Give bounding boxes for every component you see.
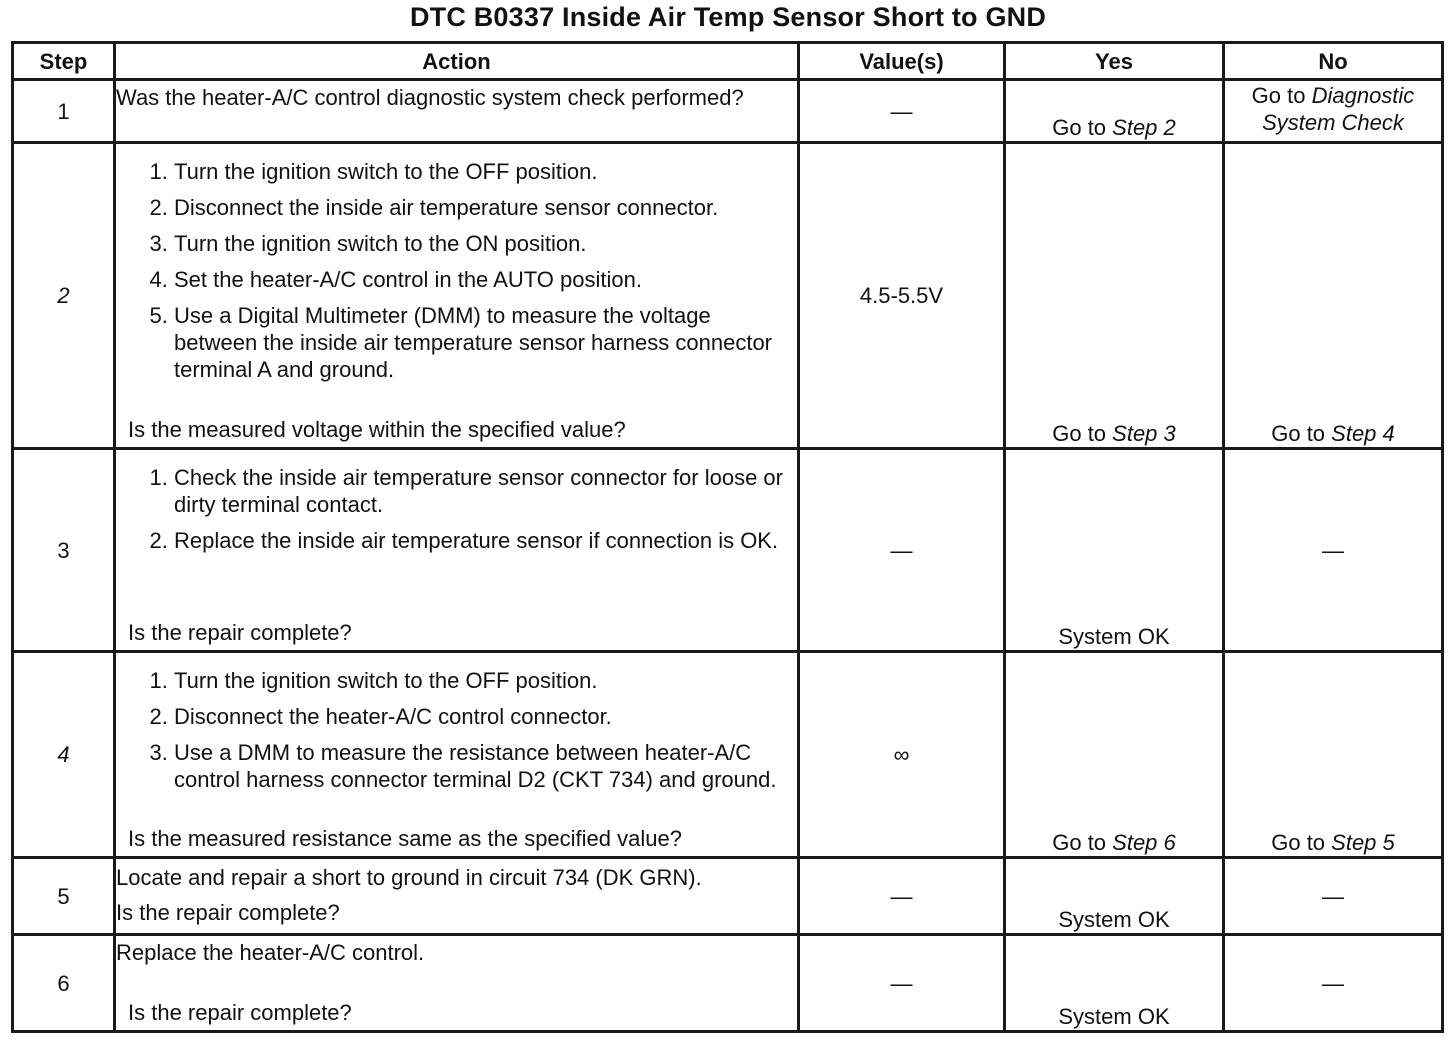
step-link[interactable]: Step 5 [1331,830,1395,855]
table-row-step-4 [13,652,1443,858]
step-link[interactable]: Step 2 [1112,115,1176,140]
step-number: 1 [13,80,115,143]
header-values: Value(s) [799,43,1005,80]
instruction-item: 2. Disconnect the heater-A/C control connector. [174,703,797,730]
page-title: DTC B0337 Inside Air Temp Sensor Short to GND [409,2,1047,32]
step-number: 2 [13,143,115,449]
instruction-item: 5. Use a Digital Multimeter (DMM) to measure the voltage between the inside air temperature sensor harness connector terminal A and ground. [174,302,797,383]
value-cell: — [799,935,1005,1032]
action-cell [115,935,799,1032]
instruction-item: 1. Turn the ignition switch to the OFF position. [174,158,797,185]
value-cell: — [799,449,1005,652]
value-cell: — [799,858,1005,935]
action-instruction: Replace the heater-A/C control. [116,940,425,965]
no-cell: — [1224,935,1443,1032]
action-question: Is the repair complete? [116,900,340,925]
yes-cell: Go to Step 6 [1005,652,1224,858]
step-number: 3 [13,449,115,652]
action-question: Is the repair complete? [128,620,352,645]
action-cell [115,80,799,143]
action-question: Was the heater-A/C control diagnostic system check performed? [116,85,744,110]
header-step: Step [13,43,115,80]
step-link[interactable]: Step 4 [1331,421,1395,446]
diagnostic-system-check-link[interactable]: Diagnostic System Check [1262,83,1415,135]
value-cell: — [799,80,1005,143]
no-cell: Go to Step 4 [1224,143,1443,449]
action-cell [115,652,799,858]
table-header-row [13,43,1443,80]
instruction-item: 3. Use a DMM to measure the resistance between heater-A/C control harness connector terminal D2 (CKT 734) and ground. [174,739,797,793]
step-number: 6 [13,935,115,1032]
value-cell: ∞ [799,652,1005,858]
action-cell [115,143,799,449]
table-row-step-2 [13,143,1443,449]
step-link[interactable]: Step 3 [1112,421,1176,446]
instruction-item: 2. Disconnect the inside air temperature sensor connector. [174,194,797,221]
instruction-item: 1. Check the inside air temperature sensor connector for loose or dirty terminal contact. [174,464,797,518]
instruction-list [116,464,797,554]
instruction-list [116,158,797,383]
yes-cell: Go to Step 2 [1005,80,1224,143]
action-instruction: Locate and repair a short to ground in circuit 734 (DK GRN). [116,865,702,890]
header-yes: Yes [1005,43,1224,80]
action-cell [115,449,799,652]
value-cell: 4.5-5.5V [799,143,1005,449]
header-action: Action [115,43,799,80]
action-question: Is the measured resistance same as the specified value? [128,826,682,851]
step-number: 5 [13,858,115,935]
no-cell: — [1224,449,1443,652]
instruction-item: 3. Turn the ignition switch to the ON position. [174,230,797,257]
table-row-step-6 [13,935,1443,1032]
no-cell: Go to Diagnostic System Check [1224,80,1443,143]
action-question: Is the repair complete? [128,1000,352,1025]
table-row-step-1 [13,80,1443,143]
action-question: Is the measured voltage within the specified value? [128,417,626,442]
header-no: No [1224,43,1443,80]
instruction-item: 2. Replace the inside air temperature sensor if connection is OK. [174,527,797,554]
table-row-step-5 [13,858,1443,935]
instruction-list [116,667,797,793]
yes-cell: System OK [1005,935,1224,1032]
step-number: 4 [13,652,115,858]
action-cell [115,858,799,935]
diagnostic-table [11,41,1444,1033]
no-cell: — [1224,858,1443,935]
step-link[interactable]: Step 6 [1112,830,1176,855]
yes-cell: System OK [1005,449,1224,652]
yes-cell: System OK [1005,858,1224,935]
no-cell: Go to Step 5 [1224,652,1443,858]
yes-cell: Go to Step 3 [1005,143,1224,449]
table-row-step-3 [13,449,1443,652]
instruction-item: 4. Set the heater-A/C control in the AUTO position. [174,266,797,293]
instruction-item: 1. Turn the ignition switch to the OFF position. [174,667,797,694]
